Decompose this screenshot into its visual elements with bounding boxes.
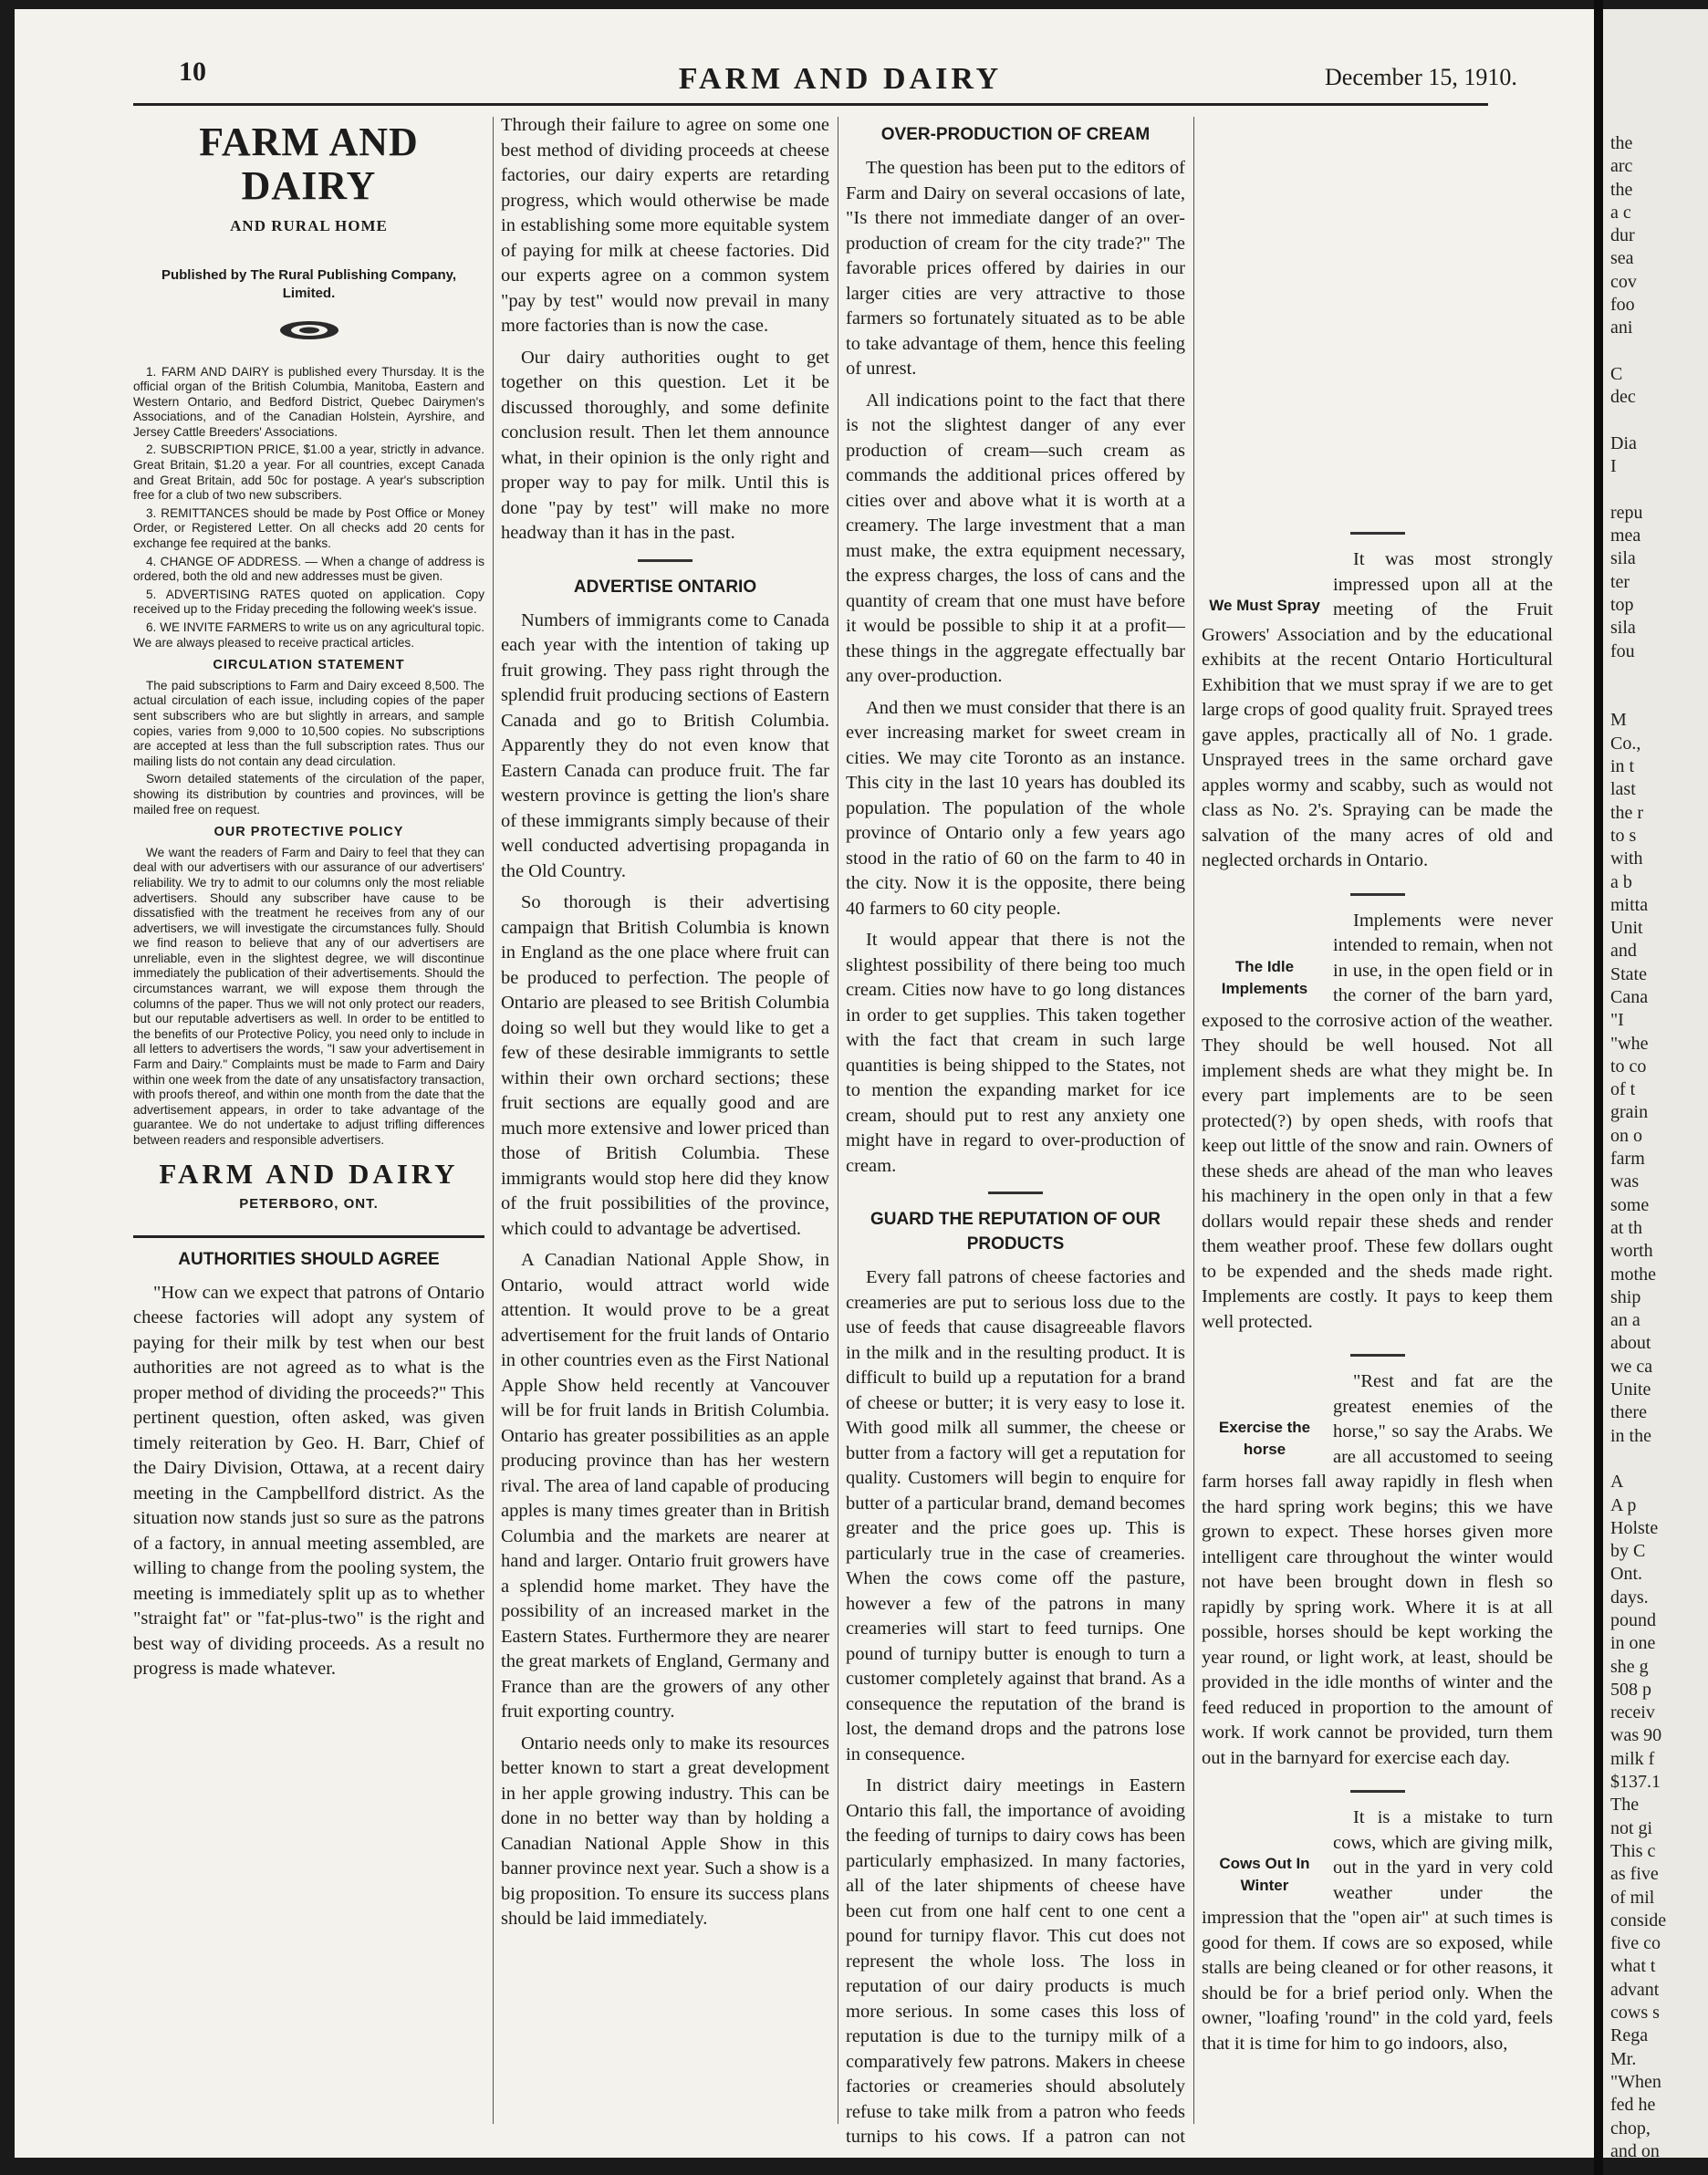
fragment-line: the bbox=[1610, 179, 1633, 200]
fragment-line: "whe bbox=[1610, 1033, 1649, 1054]
heading-overproduction: OVER-PRODUCTION OF CREAM bbox=[880, 125, 1151, 144]
fragment-line: an a bbox=[1610, 1310, 1640, 1331]
fragment-line: and bbox=[1610, 941, 1637, 962]
heading-guard: GUARD THE REPUTATION OF OUR PRODUCTS bbox=[870, 1210, 1161, 1254]
policy-heading: OUR PROTECTIVE POLICY bbox=[214, 825, 404, 840]
fragment-line: dec bbox=[1610, 387, 1636, 408]
fragment-line bbox=[1610, 686, 1666, 709]
fragment-line: grain bbox=[1610, 1102, 1649, 1123]
fragment-line: conside bbox=[1610, 1910, 1667, 1930]
article-paragraph: Every fall patrons of cheese factories and creameries are put to serious loss due to the use of feeds that cause disagreeable flavors in the milk and in the resulting product. It is difficult to build up a reputation for a brand of cheese or butter; it is very easy to lose it. With good milk all summer, the cheese or butter from a factory will get a reputation for quality. Customers will begin to enquire for butter of a particular brand, demand becomes greater and the price goes up. This is particularly true in the case of creameries. When the cows come off the pasture, however a few of the patrons in many creameries will start to feed turnips. One pound of turnipy butter is enough to turn a customer completely against that brand. As a consequence the reputation of the brand is lost, the demand drops and the patrons lose in consequence. bbox=[846, 1267, 1185, 1764]
article-paragraph: Implements were never intended to remain, when not in use, in the open field or in the corner of the barn yard, exposed to the corrosive action of the weather. They should be well housed. Not all implement sheds are what they might be. In every part implements are to be seen protected(?) by open sheds, with roofs that keep out little of the snow and rain. Owners of these sheds are ahead of the man who leaves his machinery in the open only in that a few dollars would repair these sheds and render them weather proof. These few dollars ought to be expended and the sheds made right. Implements are costly. It pays to keep them well protected. bbox=[1202, 910, 1553, 1332]
masthead-title: FARM AND DAIRY bbox=[199, 120, 419, 208]
section-separator bbox=[1350, 1354, 1405, 1357]
article-paragraph: Numbers of immigrants come to Canada each year with the intention of taking up fruit growing. They pass right through the splendid fruit producing sections of Eastern Canada and go to British Columbia. Apparently they do not even know that Eastern Canada can produce fruit. The far western province is getting the lion's share of these immigrants simply because of their well conducted advertising propaganda in the Old Country. bbox=[501, 609, 829, 881]
fragment-line: was 90 bbox=[1610, 1725, 1662, 1746]
fragment-line: by C bbox=[1610, 1541, 1646, 1562]
fragment-line: about bbox=[1610, 1333, 1651, 1354]
fragment-line: in the bbox=[1610, 1425, 1651, 1446]
article-paragraph: "Rest and fat are the greatest enemies of the horse," so say the Arabs. We are all accustomed to seeing farm horses fall away rapidly in flesh when the hard spring work begins; this we have grown to expect. These horses given more intelligent care throughout the winter would not have been brought down in flesh so rapidly by spring work. Where it is at all possible, horses should be kept working the year round, or light work, at least, should be provided in the idle months of winter and the feed reduced in proportion to the amount of work. If work cannot be provided, turn them out in the barnyard for exercise each day. bbox=[1202, 1371, 1553, 1768]
circulation-text: Sworn detailed statements of the circulation of the paper, showing its distribution by countries and provinces, will be mailed free on request. bbox=[133, 772, 484, 817]
fragment-line: mea bbox=[1610, 526, 1641, 546]
fragment-line: mothe bbox=[1610, 1264, 1656, 1285]
article-paragraph: So thorough is their advertising campaign that British Columbia is known in England as the one place where fruit can be produced to perfection. The people of Ontario are pleased to see British Columbia doing so well but they would like to get a few of these desirable immigrants to settle within their own orchard sections; these fruit sections are equally good and are much more extensive and lower priced than those of British Columbia. These immigrants would stop here did they know of the fruit possibilities of the province, which could to advantage be advertised. bbox=[501, 892, 829, 1239]
article-paragraph: The question has been put to the editors of Farm and Dairy on several occasions of late, "Is there not immediate danger of an over-production of cream for the city trade?" The favorable prices offered by dairies in our larger cities are very attractive to those farmers so fortunately situated as to be able to take advantage of them, hence this feeling of unrest. bbox=[846, 158, 1185, 379]
notice-item: 5. ADVERTISING RATES quoted on application. Copy received up to the Friday preceding the following week's issue. bbox=[133, 587, 484, 617]
fragment-line: the bbox=[1610, 133, 1633, 153]
article-paragraph: Through their failure to agree on some one best method of dividing proceeds at cheese factories, our dairy experts are retarding progress, which would otherwise be made in establishing some more equitable system of paying for milk at cheese factories. Did our experts agree on a common system "pay by test" would now prevail in many more factories than is now the case. bbox=[501, 115, 829, 336]
newspaper-page bbox=[15, 9, 1594, 2158]
fragment-line bbox=[1610, 340, 1666, 363]
fragment-line: to s bbox=[1610, 825, 1637, 846]
fragment-line: was bbox=[1610, 1171, 1640, 1192]
fragment-line: days. bbox=[1610, 1587, 1649, 1608]
fragment-line: ter bbox=[1610, 571, 1630, 592]
fragment-line: five co bbox=[1610, 1933, 1661, 1954]
fragment-line: on o bbox=[1610, 1125, 1642, 1146]
fragment-lines bbox=[1610, 132, 1666, 2158]
column-3 bbox=[846, 113, 1185, 2152]
fragment-line: to co bbox=[1610, 1056, 1647, 1077]
fragment-line: Unit bbox=[1610, 918, 1643, 939]
column-1 bbox=[133, 113, 484, 2152]
fragment-line: $137.1 bbox=[1610, 1772, 1661, 1793]
article-paragraph: And then we must consider that there is an ever increasing market for sweet cream in cities. We may cite Toronto as an instance. This city in the last 10 years has doubled its population. The population of the whole province of Ontario only a few years ago stood in the ratio of 60 on the farm to 40 in the city. Now it is the opposite, there being 40 farmers to 60 city people. bbox=[846, 697, 1185, 919]
fragment-line: ani bbox=[1610, 317, 1633, 338]
fragment-line: 508 p bbox=[1610, 1679, 1651, 1700]
fragment-line: "I bbox=[1610, 1010, 1624, 1031]
section-separator bbox=[638, 559, 693, 562]
page-gutter bbox=[1594, 0, 1603, 2175]
fragment-line: The bbox=[1610, 1795, 1640, 1816]
fragment-line: sila bbox=[1610, 618, 1636, 639]
column-2 bbox=[501, 113, 829, 2152]
page-number: 10 bbox=[179, 57, 206, 87]
column-4 bbox=[1202, 113, 1553, 2152]
article-paragraph: All indications point to the fact that there is not the slightest danger of any ever production of cream—such cream as commands the additional prices offered by cities over and above what it is worth at a creamery. The large investment that a man must make, the extra equipment necessary, the express charges, the loss of cans and the quantity of cream that one must have before it would be possible to ship it at a profit—these things in the aggregate effectually bar any over-production. bbox=[846, 390, 1185, 686]
fragment-line: ship bbox=[1610, 1286, 1641, 1307]
fragment-line: repu bbox=[1610, 502, 1643, 523]
article-paragraph: "How can we expect that patrons of Ontario cheese factories will adopt any system of paying for their milk by test when our best authorities are not agreed as to what is the proper method of dividing the proceeds?" This pertinent question, often asked, was given timely reiteration by Geo. H. Barr, Chief of the Dairy Division, Ottawa, at a recent dairy meeting in the Campbellford district. As the situation now stands just so sure as the patrons of a factory, in annual meeting assembled, are willing to change from the pooling system, the meeting is immediately split up as to whether "straight fat" or "fat-plus-two" is the right and best way of dividing proceeds. As a result no progress is made whatever. bbox=[133, 1282, 484, 1680]
fragment-line bbox=[1610, 478, 1666, 501]
article-paragraph: In district dairy meetings in Eastern Ontario this fall, the importance of avoiding the feeding of turnips to dairy cows has been particularly emphasized. In many factories, all of the later shipments of cheese have been cut from one half cent to one cent a pound for turnipy flavor. This cut does not represent the whole loss. The loss in reputation of our dairy products is much more serious. In some cases this loss of reputation is due to the turnipy milk of a comparatively few patrons. Makers in cheese factories or creameries should absolutely refuse to take milk from a patron who feeds turnips to his cows. If a patron can not bbox=[846, 1775, 1185, 2147]
fragment-line: Co., bbox=[1610, 733, 1641, 754]
running-head: FARM AND DAIRY bbox=[678, 62, 1003, 96]
fragment-line bbox=[1610, 663, 1666, 686]
fragment-line: I bbox=[1610, 456, 1617, 477]
fragment-line: with bbox=[1610, 848, 1643, 869]
fragment-line: Dia bbox=[1610, 432, 1637, 453]
section-separator bbox=[988, 1192, 1043, 1194]
section-separator bbox=[1350, 1790, 1405, 1793]
heading-authorities: AUTHORITIES SHOULD AGREE bbox=[178, 1249, 440, 1269]
fragment-line: State bbox=[1610, 963, 1647, 984]
fragment-line: cows s bbox=[1610, 2003, 1660, 2024]
section-rule bbox=[133, 1235, 484, 1238]
fragment-line: C bbox=[1610, 363, 1623, 384]
article-paragraph: Our dairy authorities ought to get together on this question. Let it be discussed thoroughly, and some definite conclusion result. Then let them announce what, in their opinion is the only right and proper way to pay for milk. Until this is done "pay by test" will make no more headway than it has in the past. bbox=[501, 347, 829, 543]
adjacent-page-fragment bbox=[1603, 9, 1708, 2158]
fragment-line: she g bbox=[1610, 1656, 1649, 1677]
fragment-line: fed he bbox=[1610, 2095, 1656, 2116]
fragment-line: milk f bbox=[1610, 1748, 1655, 1769]
notice-item: 2. SUBSCRIPTION PRICE, $1.00 a year, strictly in advance. Great Britain, $1.20 a year. For all countries, except Canada and Great Britain, add 50c for postage. A year's subscription free for a club of two new subscribers. bbox=[133, 442, 484, 503]
issue-date: December 15, 1910. bbox=[1325, 64, 1517, 90]
fragment-line: dur bbox=[1610, 225, 1635, 246]
fragment-line: we ca bbox=[1610, 1356, 1653, 1377]
policy-text: We want the readers of Farm and Dairy to feel that they can deal with our advertisers with our assurance of our advertisers' reliability. We try to admit to our columns only the most reliable advertisers. Should any subscriber have cause to be dissatisfied with the treatment he receives from any of our advertisers, we will investigate the circumstances fully. Should we find reason to believe that any of our advertisers are unreliable, even in the slightest degree, we will discontinue immediately the publication of their advertisements. Should the circumstances warrant, we will expose them through the columns of the paper. Thus we will not only protect our readers, but our reputable advertisers as well. In order to be entitled to the benefits of our Protective Policy, you need only to include in all letters to advertisers the words, "I saw your advertisement in Farm and Dairy." Complaints must be made to Farm and Dairy within one week from the date of any unsatisfactory transaction, with proofs thereof, and within one month from the date that the advertisement appears, in order to take advantage of the guarantee. We do not undertake to adjust trifling differences between readers and responsible advertisers. bbox=[133, 845, 484, 1147]
fragment-line: what t bbox=[1610, 1956, 1656, 1977]
fragment-line: sila bbox=[1610, 548, 1636, 569]
circulation-heading: CIRCULATION STATEMENT bbox=[213, 658, 405, 673]
sidehead-horse: Exercise the horse bbox=[1218, 1419, 1311, 1458]
fragment-line: A bbox=[1610, 1472, 1624, 1493]
publisher-line: Published by The Rural Publishing Company, Limited. bbox=[161, 266, 457, 301]
fragment-line: there bbox=[1610, 1402, 1647, 1423]
column-rule bbox=[493, 117, 494, 2124]
fragment-line: of t bbox=[1610, 1079, 1636, 1100]
fragment-line: some bbox=[1610, 1194, 1650, 1215]
fragment-line: receiv bbox=[1610, 1702, 1655, 1723]
fragment-line: mitta bbox=[1610, 894, 1649, 915]
fragment-line bbox=[1610, 410, 1666, 432]
ornament-icon bbox=[278, 319, 340, 341]
fragment-line: foo bbox=[1610, 295, 1635, 316]
fragment-line: This c bbox=[1610, 1840, 1656, 1861]
article-paragraph: It was most strongly impressed upon all at the meeting of the Fruit Growers' Association and by the educational exhibits at the recent Ontario Horticultural Exhibition that we must spray if we are to get large crops of good quality fruit. Sprayed trees gave apples, practically all of No. 1 grade. Unsprayed trees in the same orchard gave apples wormy and scabby, such as would not class as No. 2's. Spraying can be made the salvation of the many acres of old and neglected orchards in Ontario. bbox=[1202, 549, 1553, 870]
fragment-line: M bbox=[1610, 710, 1627, 731]
article-paragraph: A Canadian National Apple Show, in Ontario, would attract world wide attention. It would prove to be a great advertisement for the fruit lands of Ontario in other countries even as the First National Apple Show held recently at Vancouver will be for fruit lands in British Columbia. Ontario has greater possibilities as an apple producing province than has her western rival. The area of land capable of producing apples is many times greater than in British Columbia and the markets are nearer at hand and larger. Ontario fruit growers have a splendid home market. They have the possibility of an increased market in the Eastern States. Furthermore they are nearer the great markets of England, Germany and France than are the growers of any other fruit exporting country. bbox=[501, 1250, 829, 1722]
notice-item: 4. CHANGE OF ADDRESS. — When a change of address is ordered, both the old and new addresses must be given. bbox=[133, 554, 484, 584]
masthead-subtitle: AND RURAL HOME bbox=[230, 217, 388, 234]
fragment-line: of mil bbox=[1610, 1887, 1655, 1908]
article-paragraph: It would appear that there is not the slightest possibility of there being too much cream. Cities now have to go long distances in order to get supplies. This taken together with the fact that cream in such large quantities is being shipped to the States, not to mention the expanding market for ice cream, should put to rest any anxiety one might have in regard to over-production of cream. bbox=[846, 930, 1185, 1176]
fragment-line: Holste bbox=[1610, 1517, 1659, 1538]
sidehead-cows: Cows Out In Winter bbox=[1219, 1855, 1310, 1894]
fragment-line: cov bbox=[1610, 271, 1637, 292]
publication-notices bbox=[133, 365, 484, 1149]
fragment-line bbox=[1610, 1448, 1666, 1471]
masthead-footer-title: FARM AND DAIRY bbox=[159, 1157, 459, 1190]
column-rule bbox=[1193, 117, 1194, 2124]
fragment-line: and on bbox=[1610, 2140, 1660, 2158]
fragment-line: Unite bbox=[1610, 1379, 1651, 1400]
fragment-line: Rega bbox=[1610, 2025, 1649, 2046]
fragment-line: chop, bbox=[1610, 2118, 1651, 2139]
article-paragraph: Ontario needs only to make its resources better known to start a great development in her apple growing industry. This can be done in no better way than by holding a Canadian National Apple Show in this banner province next year. Such a show is a big proposition. To ensure its success plans should be laid immediately. bbox=[501, 1733, 829, 1929]
header-rule bbox=[133, 103, 1488, 106]
fragment-line: the r bbox=[1610, 802, 1644, 823]
article-paragraph: It is a mistake to turn cows, which are giving milk, out in the yard in very cold weather under the impression that the "open air" at such times is good for them. If cows are so exposed, while stalls are being cleaned or for other reasons, it should be for a brief period only. When the owner, "loafing 'round" in the cold yard, feels that it is time for him to go indoors, also, bbox=[1202, 1807, 1553, 2054]
notice-item: 6. WE INVITE FARMERS to write us on any agricultural topic. We are always pleased to receive practical articles. bbox=[133, 620, 484, 650]
fragment-line: in one bbox=[1610, 1633, 1656, 1654]
fragment-line: arc bbox=[1610, 156, 1633, 177]
notice-item: 3. REMITTANCES should be made by Post Office or Money Order, or Registered Letter. On all checks add 20 cents for exchange fee required at the banks. bbox=[133, 505, 484, 551]
fragment-line: a c bbox=[1610, 202, 1631, 223]
fragment-line: farm bbox=[1610, 1149, 1645, 1170]
fragment-line: advant bbox=[1610, 1979, 1660, 2000]
fragment-line: Cana bbox=[1610, 986, 1649, 1007]
fragment-line: Mr. bbox=[1610, 2048, 1637, 2069]
spray-section bbox=[1202, 547, 1553, 880]
fragment-line: in t bbox=[1610, 756, 1635, 777]
fragment-line: top bbox=[1610, 594, 1634, 615]
sidehead-spray: We Must Spray bbox=[1209, 597, 1320, 614]
guard-continuation bbox=[1202, 113, 1553, 519]
section-separator bbox=[1350, 893, 1405, 896]
fragment-line: "When bbox=[1610, 2071, 1661, 2092]
notice-item: 1. FARM AND DAIRY is published every Thursday. It is the official organ of the British Columbia, Manitoba, Eastern and Western Ontario, and Bedford District, Quebec Dairymen's Associations, and of the Canadian Holstein, Ayrshire, and Jersey Cattle Breeders' Associations. bbox=[133, 364, 484, 439]
section-separator bbox=[1350, 532, 1405, 535]
masthead-footer-place: PETERBORO, ONT. bbox=[239, 1196, 379, 1212]
circulation-text: The paid subscriptions to Farm and Dairy exceed 8,500. The actual circulation of each issue, including copies of the paper sent subscribers who are but slightly in arrears, and sample copies, varies from 9,000 to 10,500 copies. No subscriptions are accepted at less than the full subscription rates. Thus our mailing lists do not contain any dead circulation. bbox=[133, 678, 484, 768]
heading-advertise: ADVERTISE ONTARIO bbox=[573, 577, 757, 597]
fragment-line: sea bbox=[1610, 248, 1634, 269]
horse-section bbox=[1202, 1369, 1553, 1777]
fragment-line: a b bbox=[1610, 871, 1632, 892]
fragment-line: at th bbox=[1610, 1217, 1642, 1238]
fragment-line: as five bbox=[1610, 1864, 1659, 1885]
fragment-line: last bbox=[1610, 779, 1636, 800]
fragment-line: pound bbox=[1610, 1610, 1656, 1630]
cows-section bbox=[1202, 1806, 1553, 2063]
fragment-line: worth bbox=[1610, 1241, 1653, 1262]
fragment-line: not gi bbox=[1610, 1817, 1653, 1838]
implements-section bbox=[1202, 909, 1553, 1342]
fragment-line: Ont. bbox=[1610, 1564, 1642, 1585]
fragment-line: A p bbox=[1610, 1494, 1637, 1515]
sidehead-implements: The Idle Implements bbox=[1221, 957, 1308, 997]
fragment-line: fou bbox=[1610, 640, 1635, 661]
